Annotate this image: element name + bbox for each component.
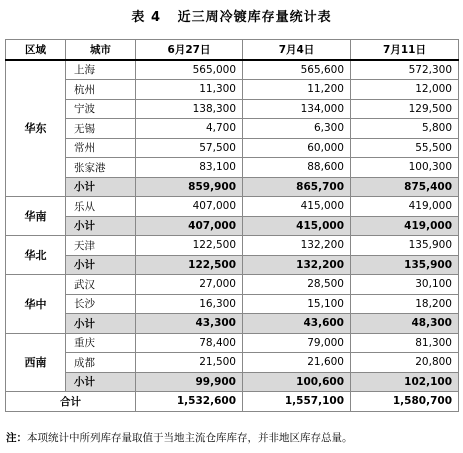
subtotal-row <box>6 177 459 197</box>
table-row <box>6 236 459 256</box>
subtotal-value: 419,000 <box>351 216 459 236</box>
table-row <box>6 275 459 295</box>
total-row <box>6 392 459 412</box>
value-cell: 122,500 <box>136 236 243 256</box>
value-cell: 132,200 <box>243 236 351 256</box>
value-cell: 16,300 <box>136 294 243 314</box>
value-cell: 60,000 <box>243 138 351 158</box>
total-value: 1,557,100 <box>243 392 351 412</box>
inventory-table <box>5 39 459 412</box>
region-cell: 华北 <box>6 236 66 275</box>
subtotal-value: 102,100 <box>351 372 459 392</box>
value-cell: 21,500 <box>136 353 243 373</box>
city-cell: 天津 <box>66 236 136 256</box>
total-value: 1,532,600 <box>136 392 243 412</box>
header-city: 城市 <box>66 40 136 60</box>
subtotal-value: 99,900 <box>136 372 243 392</box>
header-week1: 6月27日 <box>136 40 243 60</box>
table-body <box>6 60 459 412</box>
value-cell: 11,300 <box>136 80 243 100</box>
value-cell: 134,000 <box>243 99 351 119</box>
subtotal-label: 小计 <box>66 177 136 197</box>
subtotal-label: 小计 <box>66 314 136 334</box>
footnote <box>6 430 353 445</box>
city-cell: 成都 <box>66 353 136 373</box>
value-cell: 407,000 <box>136 197 243 217</box>
city-cell: 上海 <box>66 60 136 80</box>
subtotal-value: 122,500 <box>136 255 243 275</box>
table-row <box>6 197 459 217</box>
value-cell: 135,900 <box>351 236 459 256</box>
subtotal-row <box>6 255 459 275</box>
subtotal-value: 859,900 <box>136 177 243 197</box>
city-cell: 宁波 <box>66 99 136 119</box>
value-cell: 565,600 <box>243 60 351 80</box>
subtotal-row <box>6 314 459 334</box>
table-row <box>6 119 459 139</box>
value-cell: 11,200 <box>243 80 351 100</box>
value-cell: 20,800 <box>351 353 459 373</box>
header-week2: 7月4日 <box>243 40 351 60</box>
subtotal-label: 小计 <box>66 255 136 275</box>
value-cell: 78,400 <box>136 333 243 353</box>
city-cell: 无锡 <box>66 119 136 139</box>
value-cell: 419,000 <box>351 197 459 217</box>
subtotal-row <box>6 216 459 236</box>
region-cell: 华南 <box>6 197 66 236</box>
value-cell: 565,000 <box>136 60 243 80</box>
footnote-text: 本项统计中所列库存量取值于当地主流仓库库存，并非地区库存总量。 <box>27 432 353 444</box>
value-cell: 88,600 <box>243 158 351 178</box>
total-value: 1,580,700 <box>351 392 459 412</box>
subtotal-value: 132,200 <box>243 255 351 275</box>
table-row <box>6 80 459 100</box>
city-cell: 乐从 <box>66 197 136 217</box>
value-cell: 415,000 <box>243 197 351 217</box>
table-row <box>6 294 459 314</box>
value-cell: 138,300 <box>136 99 243 119</box>
footnote-prefix: 注： <box>6 432 27 444</box>
table-header-row <box>6 40 459 60</box>
value-cell: 83,100 <box>136 158 243 178</box>
city-cell: 常州 <box>66 138 136 158</box>
header-week3: 7月11日 <box>351 40 459 60</box>
value-cell: 100,300 <box>351 158 459 178</box>
subtotal-value: 407,000 <box>136 216 243 236</box>
region-cell: 华东 <box>6 60 66 197</box>
table-title: 表 4 近三周冷镀库存量统计表 <box>131 10 332 25</box>
region-cell: 西南 <box>6 333 66 392</box>
table-row <box>6 60 459 80</box>
value-cell: 15,100 <box>243 294 351 314</box>
city-cell: 杭州 <box>66 80 136 100</box>
value-cell: 5,800 <box>351 119 459 139</box>
city-cell: 武汉 <box>66 275 136 295</box>
table-row <box>6 333 459 353</box>
region-cell: 华中 <box>6 275 66 334</box>
value-cell: 28,500 <box>243 275 351 295</box>
table-row <box>6 138 459 158</box>
value-cell: 21,600 <box>243 353 351 373</box>
subtotal-label: 小计 <box>66 216 136 236</box>
city-cell: 重庆 <box>66 333 136 353</box>
value-cell: 572,300 <box>351 60 459 80</box>
value-cell: 4,700 <box>136 119 243 139</box>
subtotal-value: 43,600 <box>243 314 351 334</box>
subtotal-row <box>6 372 459 392</box>
subtotal-value: 865,700 <box>243 177 351 197</box>
total-label: 合计 <box>6 392 136 412</box>
value-cell: 57,500 <box>136 138 243 158</box>
subtotal-value: 43,300 <box>136 314 243 334</box>
value-cell: 129,500 <box>351 99 459 119</box>
value-cell: 55,500 <box>351 138 459 158</box>
subtotal-label: 小计 <box>66 372 136 392</box>
subtotal-value: 135,900 <box>351 255 459 275</box>
value-cell: 6,300 <box>243 119 351 139</box>
city-cell: 长沙 <box>66 294 136 314</box>
subtotal-value: 415,000 <box>243 216 351 236</box>
value-cell: 27,000 <box>136 275 243 295</box>
header-region: 区域 <box>6 40 66 60</box>
table-row <box>6 99 459 119</box>
city-cell: 张家港 <box>66 158 136 178</box>
value-cell: 30,100 <box>351 275 459 295</box>
subtotal-value: 48,300 <box>351 314 459 334</box>
table-row <box>6 353 459 373</box>
subtotal-value: 875,400 <box>351 177 459 197</box>
value-cell: 79,000 <box>243 333 351 353</box>
value-cell: 18,200 <box>351 294 459 314</box>
value-cell: 81,300 <box>351 333 459 353</box>
value-cell: 12,000 <box>351 80 459 100</box>
table-row <box>6 158 459 178</box>
subtotal-value: 100,600 <box>243 372 351 392</box>
